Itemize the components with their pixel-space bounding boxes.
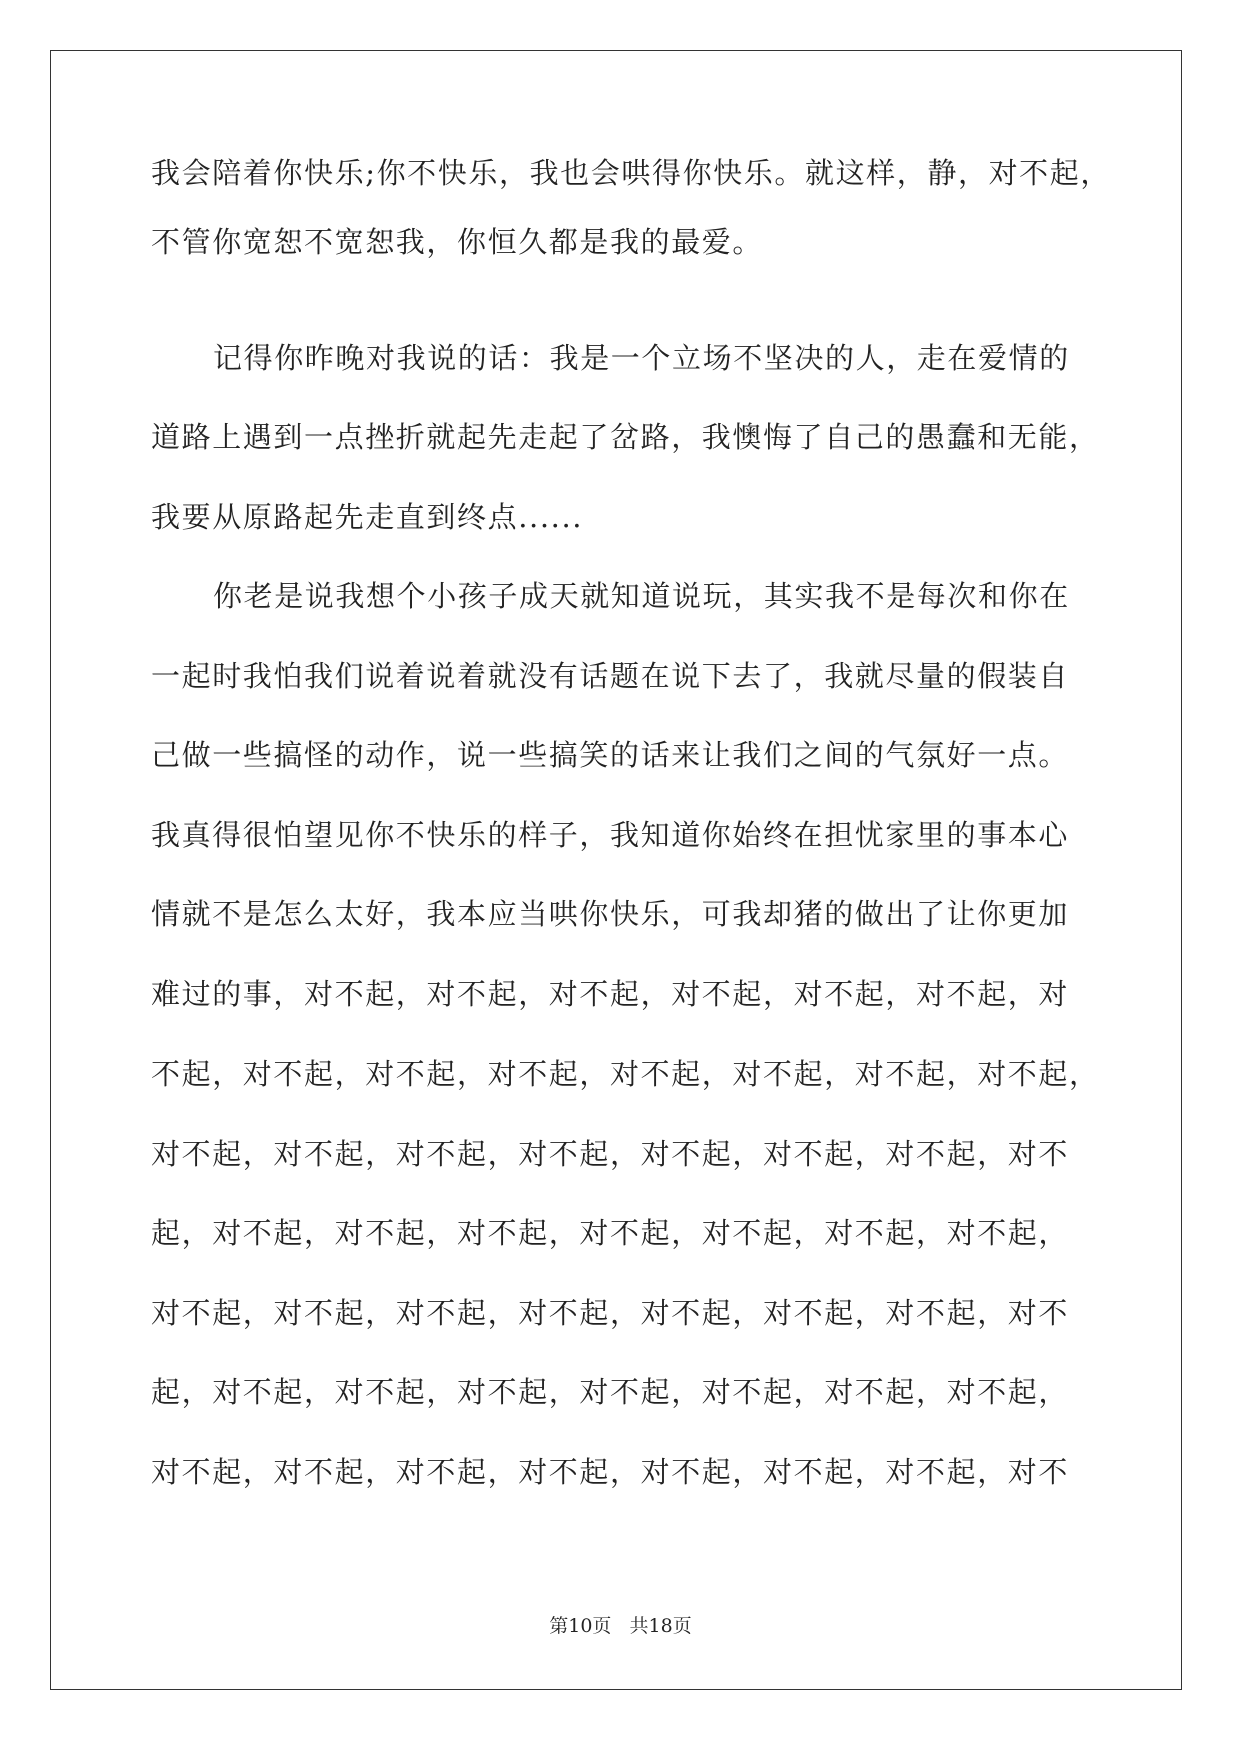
paragraph-line: 你老是说我想个小孩子成天就知道说玩，其实我不是每次和你在 [213,579,1070,613]
paragraph-line: 我要从原路起先走直到终点...... [151,500,584,534]
paragraph-line: 不管你宽恕不宽恕我，你恒久都是我的最爱。 [151,225,764,259]
paragraph-line: 起，对不起，对不起，对不起，对不起，对不起，对不起，对不起， [151,1375,1070,1409]
paragraph-line: 不起，对不起，对不起，对不起，对不起，对不起，对不起，对不起， [151,1057,1100,1091]
paragraph-line: 己做一些搞怪的动作，说一些搞笑的话来让我们之间的气氛好一点。 [151,738,1070,772]
page-number-footer: 第10页 共18页 [549,1615,692,1637]
paragraph-line: 情就不是怎么太好，我本应当哄你快乐，可我却猪的做出了让你更加 [151,897,1070,931]
paragraph-line: 道路上遇到一点挫折就起先走起了岔路，我懊悔了自己的愚蠢和无能， [151,420,1100,454]
paragraph-line: 一起时我怕我们说着说着就没有话题在说下去了，我就尽量的假装自 [151,659,1070,693]
paragraph-line: 记得你昨晚对我说的话：我是一个立场不坚决的人，走在爱情的 [213,341,1070,375]
paragraph-line: 对不起，对不起，对不起，对不起，对不起，对不起，对不起，对不 [151,1455,1070,1489]
paragraph-line: 对不起，对不起，对不起，对不起，对不起，对不起，对不起，对不 [151,1137,1070,1171]
paragraph-line: 起，对不起，对不起，对不起，对不起，对不起，对不起，对不起， [151,1216,1070,1250]
paragraph-line: 对不起，对不起，对不起，对不起，对不起，对不起，对不起，对不 [151,1296,1070,1330]
paragraph-line: 难过的事，对不起，对不起，对不起，对不起，对不起，对不起，对 [151,977,1070,1011]
paragraph-line: 我会陪着你快乐;你不快乐，我也会哄得你快乐。就这样，静，对不起， [151,156,1111,190]
paragraph-line: 我真得很怕望见你不快乐的样子，我知道你始终在担忧家里的事本心 [151,818,1070,852]
page-border [50,50,1182,1690]
